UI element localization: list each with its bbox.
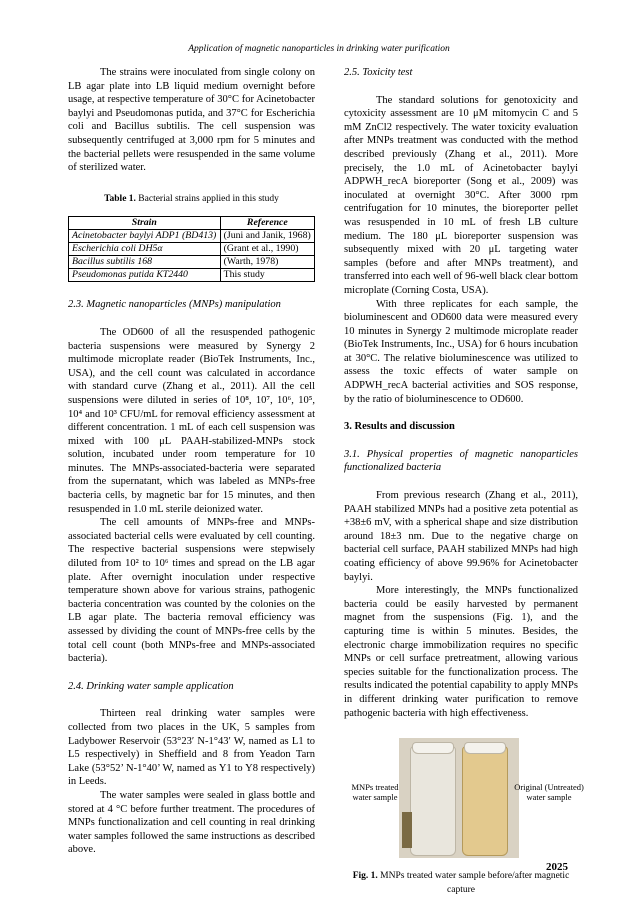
figure-1-caption xyxy=(344,870,578,897)
untreated-vial xyxy=(462,746,508,856)
table-header-strain: Strain xyxy=(69,217,221,230)
left-column xyxy=(68,66,315,857)
treated-vial-cap xyxy=(412,742,454,754)
paragraph-mnps-manipulation: The OD600 of all the resuspended pathogenic bacteria suspensions were measured by Synergy 2 multimode microplate reader (BioTek Instruments, Inc., USA), and the cell count was calculated in accordance with standard curve (Zhang et al., 2011). All the cell suspensions were diluted in series of 10⁸, 10⁷, 10⁶, 10⁵, 10⁴ and 10³ CFU/mL for removal efficiency assessment at different concentration. 1 mL of each cell suspension was mixed with 100 μL PAAH-stabilized-MNPs stock solution, incubated under room temperature for 10 minutes. The MNPs-associated-bacteria were separated from the supernatant, which was labeled as MNPs-free bacteria cells, by magnetic bar for 15 minutes, and then resuspended in 1.0 mL sterile deionized water. xyxy=(68,326,315,515)
table-cell-reference: This study xyxy=(220,269,314,282)
paragraph-water-samples: Thirteen real drinking water samples were collected from two places in the UK, 5 samples from Ladybower Reservoir (53°23′ N-1°43′ W, named as L1 to L5 respectively) in Sheffield and 8 from Yeadon Tarn Lake (53°52’ N-1°40’ W, named as Y1 to Y8 respectively) in Leeds. xyxy=(68,708,315,788)
strains-table xyxy=(68,216,315,282)
table-cell-strain: Acinetobacter baylyi ADP1 (BD413) xyxy=(69,230,221,243)
figure-1-caption-label: Fig. 1. xyxy=(352,871,378,882)
figure-1-photo xyxy=(344,732,584,860)
section-heading-2-4: 2.4. Drinking water sample application xyxy=(68,680,234,692)
treated-vial xyxy=(410,746,456,856)
table-cell-strain: Pseudomonas putida KT2440 xyxy=(69,269,221,282)
paragraph-strain-inoculation: The strains were inoculated from single colony on LB agar plate into LB liquid medium overnight before usage, at respective temperature of 30°C for Acinetobacter baylyi and Pseudomonas putida, and 37°C for Escherichia coli and Bacillus subtilis. The cell suspension was subsequently centrifuged at 3,000 rpm for 5 minutes and the bacterial pellets were resuspended in the same volume of sterilized water. xyxy=(68,67,315,174)
paragraph-physical-properties: From previous research (Zhang et al., 2011), PAAH stabilized MNPs had a positive zeta potential as +38±6 mV, with a spherical shape and size distribution around 18±3 nm. Due to the negative charge on bacterial cell surface, PAAH stabilized MNPs had high coating efficiency of above 99.96% for Acinetobacter baylyi. xyxy=(344,490,578,583)
running-header: Application of magnetic nanoparticles in drinking water purification xyxy=(188,44,450,54)
label-untreated-sample: Original (Untreated) water sample xyxy=(514,782,584,803)
table1-caption-label: Table 1. xyxy=(104,193,136,204)
section-heading-3: 3. Results and discussion xyxy=(344,421,455,433)
table-row xyxy=(69,256,315,269)
table-cell-strain: Bacillus subtilis 168 xyxy=(69,256,221,269)
table-header-row xyxy=(69,217,315,230)
label-treated-sample: MNPs treated water sample xyxy=(351,782,399,803)
table1-caption-text: Bacterial strains applied in this study xyxy=(135,193,279,204)
magnet-icon xyxy=(402,812,412,848)
page-number: 2025 xyxy=(546,861,568,873)
section-heading-3-1: 3.1. Physical properties of magnetic nanoparticles functionalized bacteria xyxy=(344,448,578,474)
table-header-reference: Reference xyxy=(220,217,314,230)
table-cell-strain: Escherichia coli DH5α xyxy=(69,243,221,256)
untreated-vial-cap xyxy=(464,742,506,754)
paragraph-sample-storage: The water samples were sealed in glass bottle and stored at 4 °C before further treatment. The procedures of MNPs functionalization and cell counting in real drinking water samples followed the same instructions as described above. xyxy=(68,789,315,856)
right-column xyxy=(344,66,584,897)
section-heading-2-3: 2.3. Magnetic nanoparticles (MNPs) manipulation xyxy=(68,299,281,311)
paragraph-toxicity-test: The standard solutions for genotoxicity and cytoxicity assessment are 10 μM mitomycin C and 5 mM ZnCl2 respectively. The water toxicity evaluation after MNPs treatment was conducted with the method described previously (Zhang et al., 2011). More precisely, the 1.0 mL of Acinetobacter baylyi ADPWH_recA bioreporter (Song et al., 2009) was inoculated at overnight 30°C. After 3000 rpm centrifugation for 10 minutes, the bioreporter pellet was resuspended in 10 mL of fresh LB culture medium. The 180 μL bioreporter suspension was subsequently mixed with 20 μL targeting water samples (before and after MNPs treatment), and transferred into each well of 96-well black clear bottom microplate (Corning Costa, USA). xyxy=(344,94,578,296)
table-cell-reference: (Juni and Janik, 1968) xyxy=(220,230,314,243)
paragraph-magnetic-harvest: More interestingly, the MNPs functionalized bacteria could be easily harvested by permanent magnet from the suspensions (Fig. 1), and the capturing time is within 5 minutes. Besides, the electronic charge immobilization requires no specific MNPs or cell surface pretreatment, allowing various species suitable for the functionalization process. The results indicated the potential capability to apply MNPs in different drinking water purification to remove pathogenic bacteria with high effectiveness. xyxy=(344,585,578,719)
table1-caption xyxy=(68,193,315,207)
figure-1-caption-text: MNPs treated water sample before/after magnetic capture xyxy=(377,871,570,895)
paragraph-cell-counting: The cell amounts of MNPs-free and MNPs-associated bacterial cells were evaluated by cell counting. The respective bacterial suspensions were stepwisely diluted from 10² to 10⁶ times and spread on the LB agar plate. After overnight inoculation under respective temperature shown above for various strains, pathogenic bacteria concentration was counted by the colonies on the LB agar plate. The bacteria removal efficiency was assessed by dividing the count of MNPs-free cells by the total cell count (both MNPs-free and MNPs-associated bacteria). xyxy=(68,517,315,665)
table-row xyxy=(69,230,315,243)
table-row xyxy=(69,243,315,256)
table-cell-reference: (Grant et al., 1990) xyxy=(220,243,314,256)
table-cell-reference: (Warth, 1978) xyxy=(220,256,314,269)
table-row xyxy=(69,269,315,282)
section-heading-2-5: 2.5. Toxicity test xyxy=(344,67,413,78)
paragraph-bioluminescence: With three replicates for each sample, the bioluminescent and OD600 data were measured every 10 minutes in Synergy 2 multimode microplate reader (BioTek Instruments, Inc., USA) for 6 hours incubation at 30°C. The relative bioluminescence was utilized to assess the toxic effects of water sample on ADPWH_recA bacterial activities and SOS response, by the ratio of bioluminescence to OD600. xyxy=(344,298,578,405)
